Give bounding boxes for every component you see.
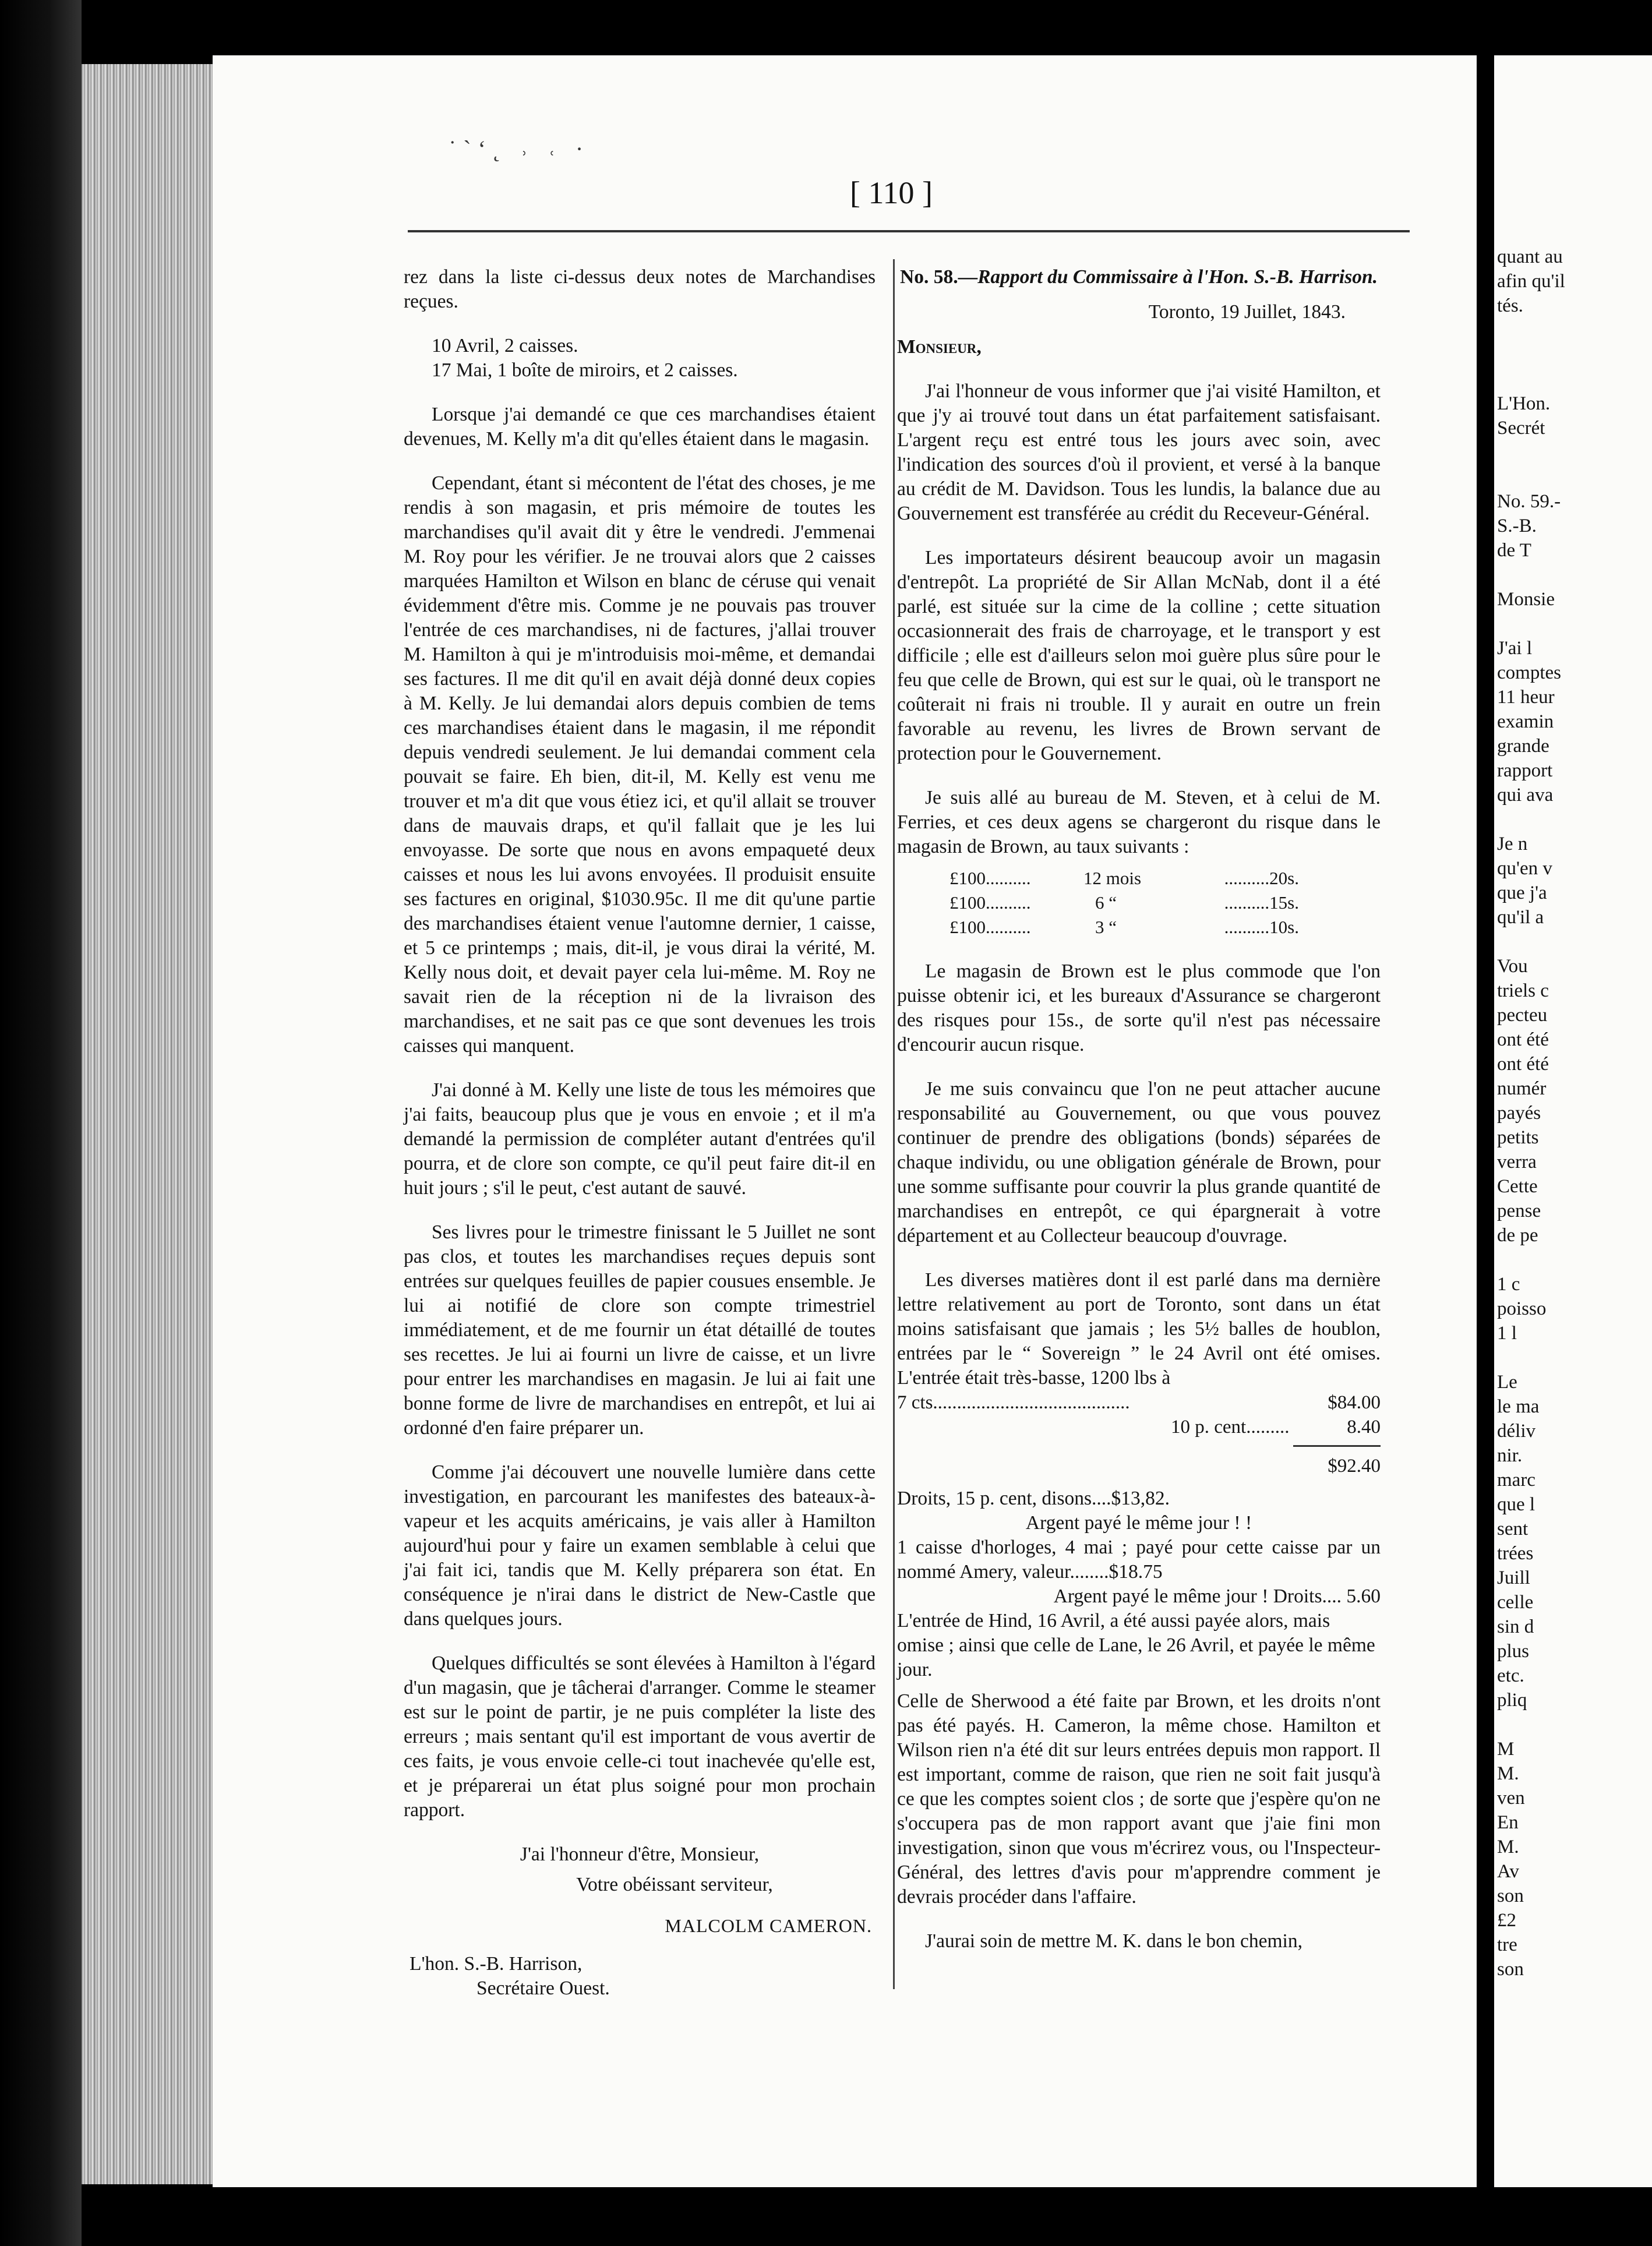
facing-page-fragment: tés. bbox=[1497, 295, 1523, 316]
hind-line: L'entrée de Hind, 16 Avril, a été aussi payée alors, mais omise ; ainsi que celle de Lane, le 26 Avril, et payée le même jour. bbox=[897, 1610, 1375, 1680]
paid-note: Argent payé le même jour ! Droits.... 5.60 bbox=[1053, 1585, 1381, 1607]
left-column bbox=[404, 265, 876, 2001]
facing-page-fragment: Le bbox=[1497, 1372, 1517, 1393]
facing-page-fragment: pecteu bbox=[1497, 1005, 1548, 1026]
page-number: [ 110 ] bbox=[850, 175, 933, 210]
rate-row: £100.......... 12 mois ..........20s. bbox=[949, 868, 1299, 888]
facing-page-fragment: sent bbox=[1497, 1518, 1529, 1539]
rate-row: £100.......... 3 “ ..........10s. bbox=[949, 917, 1299, 937]
book-gutter-shadow bbox=[0, 0, 82, 2246]
facing-page-fragment: J'ai l bbox=[1497, 638, 1533, 659]
duty-line: Droits, 15 p. cent, disons....$13,82. bbox=[897, 1488, 1170, 1509]
facing-page-fragment: pense bbox=[1497, 1200, 1541, 1221]
facing-page-fragment bbox=[1497, 612, 1652, 636]
facing-page-fragment: examin bbox=[1497, 711, 1554, 732]
facing-page-fragment: Je n bbox=[1497, 834, 1528, 854]
facing-page-fragment bbox=[1497, 930, 1652, 954]
facing-page-fragment: etc. bbox=[1497, 1665, 1524, 1686]
closing-line: Votre obéissant serviteur, bbox=[576, 1874, 773, 1895]
facing-page-fragment: grande bbox=[1497, 736, 1549, 757]
facing-page-fragment: que j'a bbox=[1497, 882, 1547, 903]
facing-page-fragment: de pe bbox=[1497, 1225, 1538, 1246]
facing-page-fragment bbox=[1497, 465, 1652, 489]
paragraph: Je me suis convaincu que l'on ne peut attacher aucune responsabilité au Gouvernement, ou que vous pouvez continuer de prendre des obligations (bonds) séparées de chaque individu, ou une obligation générale de Brown, pour une somme suffisante pour couvrir la plus grande quantité de marchandises en entrepôt, ce qui épargnerait à votre département et au Collecteur beaucoup d'ouvrage. bbox=[897, 1078, 1381, 1246]
facing-page-fragment: marc bbox=[1497, 1470, 1535, 1491]
facing-page-fragment: L'Hon. bbox=[1497, 393, 1551, 414]
facing-page-fragment: le ma bbox=[1497, 1396, 1540, 1417]
facing-page-fragment: que l bbox=[1497, 1494, 1535, 1515]
report-heading bbox=[897, 265, 1381, 289]
facing-page-fragment: celle bbox=[1497, 1592, 1534, 1613]
list-item: 10 Avril, 2 caisses. bbox=[432, 335, 578, 356]
facing-page-fragment: poisso bbox=[1497, 1298, 1547, 1319]
right-column bbox=[897, 265, 1381, 1973]
facing-page-fragment bbox=[1497, 367, 1652, 391]
paragraph: J'ai l'honneur de vous informer que j'ai visité Hamilton, et que j'y ai trouvé tout dans un état parfaitement satisfaisant. L'argent reçu est entré tous les jours avec soin, avec l'indication des sources d'où il provient, et versé à la banque au crédit de M. Davidson. Tous les lundis, la balance due au Gouvernement est transférée au crédit du Receveur-Général. bbox=[897, 380, 1381, 524]
facing-page-fragment: £2 bbox=[1497, 1910, 1516, 1931]
facing-page-fragment: En bbox=[1497, 1812, 1519, 1833]
ledger-total: $92.40 bbox=[1328, 1456, 1381, 1477]
facing-page-fragment: son bbox=[1497, 1959, 1524, 1980]
facing-page-fragment: déliv bbox=[1497, 1421, 1535, 1442]
facing-page-fragment bbox=[1497, 807, 1652, 832]
facing-page-fragment: comptes bbox=[1497, 662, 1561, 683]
facing-page-fragment bbox=[1497, 563, 1652, 587]
facing-page-fragment: No. 59.- bbox=[1497, 491, 1561, 512]
facing-page-fragment: quant au bbox=[1497, 246, 1563, 267]
signature: MALCOLM CAMERON. bbox=[665, 1915, 872, 1936]
paragraph: Celle de Sherwood a été faite par Brown, et les droits n'ont pas été payés. H. Cameron, la même chose. Hamilton et Wilson rien n'a été dit sur leurs entrées depuis mon rapport. Il est important, comme de raison, que rien ne soit fait jusqu'à ce que les comptes soient clos ; de sorte que j'espère qu'on ne s'occupera pas de mon rapport avant que j'aie fini mon investigation, sinon que vous m'écrirez vous, ou l'Inspecteur-Général, des lettres d'avis pour m'apprendre comment je devrais procéder dans l'affaire. bbox=[897, 1690, 1381, 1908]
dateline: Toronto, 19 Juillet, 1843. bbox=[1148, 301, 1346, 323]
facing-page-fragment: trées bbox=[1497, 1543, 1534, 1564]
ledger-rule bbox=[1293, 1445, 1381, 1447]
facing-page-fragment: Av bbox=[1497, 1861, 1519, 1882]
facing-page-fragment: afin qu'il bbox=[1497, 271, 1565, 292]
facing-page-fragment: qui ava bbox=[1497, 785, 1554, 806]
facing-page-fragment bbox=[1497, 342, 1652, 367]
paragraph: Comme j'ai découvert une nouvelle lumière dans cette investigation, en parcourant les manifestes des bateaux-à-vapeur et les acquits américains, je vais aller à Hamilton aujourd'hui pour y faire un examen semblable à celui que j'ai fait ici, tandis que M. Kelly préparera son état. En conséquence je n'irai dans le district de New-Castle que dans quelques jours. bbox=[404, 1461, 876, 1630]
facing-page-fragment: 1 l bbox=[1497, 1323, 1517, 1344]
facing-page-fragment: S.-B. bbox=[1497, 515, 1537, 536]
facing-page-fragment: 1 c bbox=[1497, 1274, 1520, 1295]
paragraph: Cependant, étant si mécontent de l'état des choses, je me rendis à son magasin, et pris mémoire de toutes les marchandises qu'il avait dit y être le vendredi. J'emmenai M. Roy pour les vérifier. Je ne trouvai alors que 2 caisses marquées Hamilton et Wilson en blanc de céruse qui venait évidemment d'être mis. Comme je ne pouvais pas trouver l'entrée de ces marchandises, ni de factures, j'allai trouver M. Hamilton à qui je m'introduisis moi-même, et demandai ses factures. Il me dit qu'il en avait déjà donné deux copies à M. Kelly. Je lui demandai alors depuis combien de tems ces marchandises étaient dans le magasin, il me répondit depuis vendredi seulement. Je lui demandai comment cela pouvait se faire. Eh bien, dit-il, M. Kelly est venu me trouver et m'a dit que vous étiez ici, et qu'il allait se trouver dans de mauvais draps, et qu'il fallait que je les lui envoyasse. De sorte que nous en avons empaqueté deux caisses et nous les lui avons envoyées. Il produisit ensuite ses factures en original, $1030.95c. Il me dit qu'une partie des marchandises étaient venue l'automne dernier, 1 caisse, et 5 ce printemps ; mais, dit-il, je vous dirai la vérité, M. Kelly nous doit, et devait payer cela lui-même. M. Roy ne savait rien de la réception ni de la livraison des marchandises, et ne sait pas ce que sont devenues les trois caisses qui manquent. bbox=[404, 472, 876, 1057]
facing-page-fragment: Vou bbox=[1497, 956, 1528, 977]
facing-page-fragment: qu'il a bbox=[1497, 907, 1544, 928]
paragraph: Les diverses matières dont il est parlé dans ma dernière lettre relativement au port de Toronto, sont dans un état moins satisfaisant que jamais ; les 5½ balles de houblon, entrées par le “ Sovereign ” le 24 Avril ont été omises. L'entrée était très-basse, 1200 lbs à bbox=[897, 1269, 1381, 1389]
ledger-row: 10 p. cent......... 8.40 bbox=[1171, 1417, 1381, 1438]
facing-page-fragment: plus bbox=[1497, 1641, 1530, 1662]
facing-page-fragment bbox=[1497, 440, 1652, 465]
clock-line: 1 caisse d'horloges, 4 mai ; payé pour cette caisse par un nommé Amery, valeur........$18.75 bbox=[897, 1537, 1381, 1583]
facing-page-text bbox=[1497, 245, 1652, 1982]
paragraph: Lorsque j'ai demandé ce que ces marchandises étaient devenues, M. Kelly m'a dit qu'elles étaient dans le magasin. bbox=[404, 404, 876, 450]
facing-page-fragment: triels c bbox=[1497, 980, 1549, 1001]
facing-page-fragment: 11 heur bbox=[1497, 687, 1555, 708]
report-number: No. 58.— bbox=[900, 266, 978, 288]
facing-page-fragment bbox=[1497, 1248, 1652, 1272]
facing-page-fragment: qu'en v bbox=[1497, 858, 1552, 879]
facing-page-fragment: son bbox=[1497, 1885, 1524, 1906]
facing-page-fragment: ven bbox=[1497, 1788, 1525, 1809]
page-edges bbox=[82, 64, 216, 2184]
ledger-row: 7 cts......................................... $84.00 bbox=[897, 1392, 1381, 1413]
facing-page-fragment: Cette bbox=[1497, 1176, 1538, 1197]
header-rule bbox=[408, 230, 1410, 232]
facing-page-fragment bbox=[1497, 1712, 1652, 1737]
facing-page-fragment: rapport bbox=[1497, 760, 1553, 781]
facing-page-fragment: M. bbox=[1497, 1837, 1519, 1857]
closing-line: J'ai l'honneur d'être, Monsieur, bbox=[520, 1844, 760, 1865]
facing-page-fragment: petits bbox=[1497, 1127, 1539, 1148]
facing-page-fragment: Juill bbox=[1497, 1567, 1530, 1588]
facing-page-fragment: M bbox=[1497, 1739, 1515, 1760]
facing-page-fragment: verra bbox=[1497, 1152, 1537, 1173]
paragraph: Le magasin de Brown est le plus commode que l'on puisse obtenir ici, et les bureaux d'Assurance se chargeront des risques pour 15s., de sorte qu'il n'est pas nécessaire d'encourir aucun risque. bbox=[897, 960, 1381, 1055]
column-divider bbox=[893, 259, 895, 1989]
paragraph: rez dans la liste ci-dessus deux notes de Marchandises reçues. bbox=[404, 266, 876, 312]
facing-page-fragment: de T bbox=[1497, 540, 1531, 561]
facing-page-fragment: Monsie bbox=[1497, 589, 1555, 610]
facing-page-fragment: numér bbox=[1497, 1078, 1547, 1099]
addressee: L'hon. S.-B. Harrison, bbox=[410, 1953, 583, 1975]
facing-page-fragment: nir. bbox=[1497, 1445, 1523, 1466]
ink-specks: ˙ˋ‘˛ ˒ ˓ · bbox=[449, 136, 591, 162]
facing-page-fragment: Secrét bbox=[1497, 418, 1545, 439]
salutation: Monsieur, bbox=[897, 336, 982, 358]
paragraph: Quelques difficultés se sont élevées à Hamilton à l'égard d'un magasin, que je tâcherai d'arranger. Comme le steamer est sur le point de partir, je ne puis compléter la liste des erreurs ; mais sentant qu'il est important de vous avertir de ces faits, je vous envoie celle-ci tout inachevée qu'elle est, et je préparerai un état plus soigné pour mon prochain rapport. bbox=[404, 1652, 876, 1821]
paragraph: Je suis allé au bureau de M. Steven, et à celui de M. Ferries, et ces deux agens se chargeront du risque dans le magasin de Brown, au taux suivants : bbox=[897, 787, 1381, 857]
facing-page-fragment: tre bbox=[1497, 1934, 1517, 1955]
facing-page-fragment: sin d bbox=[1497, 1616, 1534, 1637]
facing-page-fragment: M. bbox=[1497, 1763, 1519, 1784]
ledger bbox=[897, 1390, 1381, 1478]
rate-row: £100.......... 6 “ ..........15s. bbox=[949, 892, 1299, 913]
paragraph: J'ai donné à M. Kelly une liste de tous les mémoires que j'ai faits, beaucoup plus que je vous en envoie ; et il m'a demandé la permission de compléter autant d'entrées qu'il pourra, et de clore son compte, ce qu'il peut faire dit-il en huit jours ; s'il le peut, c'est autant de sauvé. bbox=[404, 1079, 876, 1199]
paragraph: Ses livres pour le trimestre finissant le 5 Juillet ne sont pas clos, et toutes les marchandises reçues depuis sont entrées sur quelques feuilles de papier cousues ensemble. Je lui ai notifié de clore son compte trimestriel immédiatement, et de me fournir un état détaillé de toutes ses recettes. Je lui ai fourni un livre de caisse, et un livre pour entrer les marchandises en magasin. Je lui ai fait une bonne forme de livre de marchandises en entrepôt, et lui ai ordonné d'en faire préparer un. bbox=[404, 1221, 876, 1439]
facing-page-fragment: ont été bbox=[1497, 1054, 1549, 1075]
report-title: Rapport du Commissaire à l'Hon. S.-B. Harrison. bbox=[977, 266, 1378, 288]
facing-page-fragment: pliq bbox=[1497, 1690, 1527, 1711]
facing-page-fragment: ont été bbox=[1497, 1029, 1549, 1050]
paragraph: J'aurai soin de mettre M. K. dans le bon chemin, bbox=[925, 1930, 1302, 1952]
paragraph: Les importateurs désirent beaucoup avoir un magasin d'entrepôt. La propriété de Sir Allan McNab, dont il a été parlé, est située sur la cime de la colline ; cette situation occasionnerait des frais de charroyage, et le transport y est difficile ; elle est d'ailleurs selon moi guère plus sûre pour le feu que celle de Brown, qui est sur le quai, où le transport ne coûterait ni frais ni trouble. Il y aurait en outre un frein favorable au revenu, les livres de Brown servant de protection pour le Gouvernement. bbox=[897, 547, 1381, 764]
facing-page-fragment bbox=[1497, 318, 1652, 342]
paid-note: Argent payé le même jour ! ! bbox=[1025, 1512, 1252, 1534]
addressee-title: Secrétaire Ouest. bbox=[476, 1977, 610, 1999]
facing-page-fragment bbox=[1497, 1346, 1652, 1370]
list-item: 17 Mai, 1 boîte de miroirs, et 2 caisses. bbox=[432, 359, 738, 381]
facing-page-fragment: payés bbox=[1497, 1103, 1541, 1124]
